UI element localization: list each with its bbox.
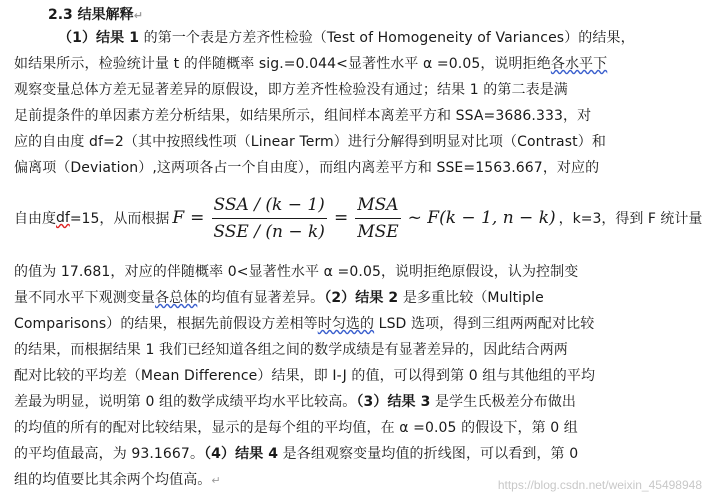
text-line-14: 的均值的所有的配对比较结果，显示的是每个组的平均值，在 α =0.05 的假设下，第 0 组 <box>14 420 578 436</box>
section-heading <box>48 4 143 24</box>
fraction-msa-mse: $\frac{\text{MSA}}{\text{MSE}}$ <box>357 194 399 242</box>
text-line-8: 的值为 17.681，对应的伴随概率 0<显著性水平 α =0.05，说明拒绝原假设，认为控制变 <box>14 264 579 280</box>
paragraph-mark-icon: ↵ <box>211 474 221 487</box>
result-1-label: 结果 1 <box>96 30 140 46</box>
text-line-2: 如结果所示，检验统计量 t 的伴随概率 sig.=0.044<显著性水平 α =0.05，说明拒绝各水平下 <box>14 56 608 72</box>
text-line-10: Comparisons）的结果，根据先前假设方差相等时匀选的 LSD 选项，得到三组两两配对比较 <box>14 316 595 332</box>
text-line-3: 观察变量总体方差无显著差异的原假设，即方差齐性检验没有通过；结果 1 的第二表是满 <box>14 82 568 98</box>
text-line-5: 应的自由度 df=2（其中按照线性项（Linear Term）进行分解得到明显对比项（Contrast）和 <box>14 134 606 150</box>
text-line-1: （1）结果 1 的第一个表是方差齐性检验（Test of Homogeneity of Variances）的结果， <box>58 30 635 46</box>
text-line-4: 足前提条件的单因素方差分析结果，如结果所示，组间样本离差平方和 SSA=3686.333，对 <box>14 108 592 124</box>
paragraph-mark-icon: ↵ <box>133 9 143 22</box>
result-4-label: （4）结果 4 <box>204 446 279 462</box>
text-line-6: 偏离项（Deviation）,这两项各占一个自由度），而组内离差平方和 SSE=1563.667，对应的 <box>14 160 600 176</box>
watermark: https://blog.csdn.net/weixin_45498948 <box>497 478 702 492</box>
text-line-9: 量不同水平下观测变量各总体的均值有显著差异。（2）结果 2 是多重比较（Multiple <box>14 290 544 306</box>
result-2-label: （2）结果 2 <box>324 290 399 306</box>
result-3-label: （3）结果 3 <box>356 394 431 410</box>
text-line-11: 的结果，而根据结果 1 我们已经知道各组之间的数学成绩是有显著差异的，因此结合两两 <box>14 342 568 358</box>
text-line-13: 差最为明显，说明第 0 组的数学成绩平均水平比较高。（3）结果 3 是学生氏极差分布做出 <box>14 394 577 410</box>
text-line-15: 的平均值最高，为 93.1667。（4）结果 4 是各组观察变量均值的折线图，可以看到，第 0 <box>14 446 579 462</box>
heading-text: 2.3 结果解释 <box>48 7 134 23</box>
text-line-16: 组的均值要比其余两个均值高。↵ <box>14 472 221 488</box>
f-statistic-formula: 自由度 df =15，从而根据 F = $\frac{\text{SSA / (k − 1)}}{\text{SSE / (n − k)}}$ = $\frac{\text{MSA}}{\text{MSE}}$ ~ F(k − 1, n − k) ，k=3，得到 F 统计量 <box>14 194 703 242</box>
text-line-12: 配对比较的平均差（Mean Difference）结果，即 I-J 的值，可以得到第 0 组与其他组的平均 <box>14 368 596 384</box>
fraction-ssa-sse: $\frac{\text{SSA / (k − 1)}}{\text{SSE / (n − k)}}$ <box>213 194 325 242</box>
